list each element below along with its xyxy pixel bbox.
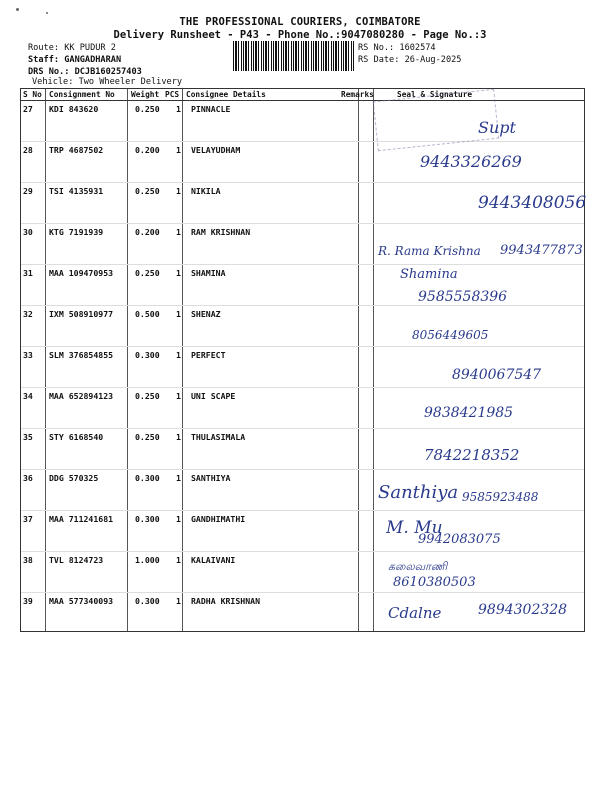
handwritten-phone: 9942083075: [418, 532, 501, 547]
consignee-cell: UNI SCAPE: [191, 391, 236, 401]
consignee-cell: THULASIMALA: [191, 432, 246, 442]
row-divider: [21, 305, 584, 306]
pcs-cell: 1: [176, 186, 181, 196]
vehicle-label: Vehicle: Two Wheeler Delivery: [32, 77, 183, 87]
consignee-cell: SHAMINA: [191, 268, 226, 278]
consignee-cell: RADHA KRISHNAN: [191, 596, 261, 606]
handwritten-signature: கலைவாணி: [388, 560, 448, 573]
handwritten-phone: 8056449605: [412, 328, 489, 342]
row-divider: [21, 346, 584, 347]
col-sno: S No: [23, 90, 42, 99]
weight-cell: 0.300: [135, 350, 160, 360]
consignee-cell: GANDHIMATHI: [191, 514, 246, 524]
handwritten-signature: Shamina: [400, 267, 458, 282]
weight-cell: 0.200: [135, 145, 160, 155]
sno-cell: 35: [23, 432, 33, 442]
row-divider: [21, 182, 584, 183]
pcs-cell: 1: [176, 350, 181, 360]
handwritten-phone: 9894302328: [478, 602, 568, 618]
weight-cell: 0.300: [135, 596, 160, 606]
pcs-cell: 1: [176, 309, 181, 319]
consignee-cell: PINNACLE: [191, 104, 231, 114]
sno-cell: 38: [23, 555, 33, 565]
pcs-cell: 1: [176, 555, 181, 565]
consignee-cell: SANTHIYA: [191, 473, 231, 483]
consignee-cell: RAM KRISHNAN: [191, 227, 251, 237]
pcs-cell: 1: [176, 473, 181, 483]
table-row: [21, 551, 584, 592]
sno-cell: 27: [23, 104, 33, 114]
pcs-cell: 1: [176, 514, 181, 524]
weight-cell: 0.250: [135, 432, 160, 442]
consignment-cell: DDG 570325: [49, 473, 99, 483]
staff-label: Staff: GANGADHARAN: [28, 55, 122, 65]
consignee-cell: PERFECT: [191, 350, 226, 360]
handwritten-phone: 8940067547: [452, 367, 542, 383]
row-divider: [21, 510, 584, 511]
row-divider: [21, 469, 584, 470]
weight-cell: 0.250: [135, 186, 160, 196]
handwritten-signature: Santhiya: [378, 482, 459, 503]
drs-label: DRS No.: DCJB160257403: [28, 67, 142, 77]
consignment-cell: IXM 508910977: [49, 309, 114, 319]
sno-cell: 32: [23, 309, 33, 319]
runsheet-subtitle: Delivery Runsheet - P43 - Phone No.:9047080280 - Page No.:3: [113, 29, 487, 41]
sno-cell: 39: [23, 596, 33, 606]
col-consignee: Consignee Details: [186, 90, 266, 99]
weight-cell: 1.000: [135, 555, 160, 565]
weight-cell: 0.250: [135, 391, 160, 401]
sno-cell: 36: [23, 473, 33, 483]
sno-cell: 28: [23, 145, 33, 155]
barcode: [233, 41, 355, 71]
handwritten-phone: 9443408056: [478, 193, 587, 213]
pcs-cell: 1: [176, 432, 181, 442]
consignment-cell: STY 6168540: [49, 432, 104, 442]
row-divider: [21, 592, 584, 593]
col-remarks: Remarks: [341, 90, 374, 99]
handwritten-signature: Supt: [478, 118, 516, 137]
handwritten-signature: M. Mu: [386, 518, 443, 538]
rs-date: RS Date: 26-Aug-2025: [358, 55, 462, 65]
weight-cell: 0.250: [135, 104, 160, 114]
col-pcs: PCS: [165, 90, 180, 99]
handwritten-phone: 9585558396: [418, 289, 508, 305]
sno-cell: 30: [23, 227, 33, 237]
handwritten-phone: 7842218352: [424, 446, 520, 464]
handwritten-phone: 9943477873: [500, 243, 583, 258]
sno-cell: 31: [23, 268, 33, 278]
handwritten-signature: R. Rama Krishna: [378, 244, 481, 258]
scan-speck: [16, 8, 19, 11]
sno-cell: 29: [23, 186, 33, 196]
consignee-cell: KALAIVANI: [191, 555, 236, 565]
table-row: [21, 305, 584, 346]
rs-number: RS No.: 1602574: [358, 43, 436, 53]
weight-cell: 0.250: [135, 268, 160, 278]
consignment-cell: TVL 8124723: [49, 555, 104, 565]
sno-cell: 34: [23, 391, 33, 401]
handwritten-signature: Cdalne: [388, 604, 442, 622]
pcs-cell: 1: [176, 268, 181, 278]
weight-cell: 0.500: [135, 309, 160, 319]
consignee-cell: SHENAZ: [191, 309, 221, 319]
company-title: THE PROFESSIONAL COURIERS, COIMBATORE: [179, 16, 421, 28]
row-divider: [21, 264, 584, 265]
consignment-cell: SLM 376854855: [49, 350, 114, 360]
handwritten-phone: 8610380503: [393, 575, 476, 590]
handwritten-phone: 9443326269: [420, 152, 522, 171]
handwritten-phone: 9585923488: [462, 490, 539, 504]
consignee-cell: VELAYUDHAM: [191, 145, 241, 155]
col-seal: Seal & Signature: [397, 90, 473, 99]
weight-cell: 0.200: [135, 227, 160, 237]
consignment-cell: TRP 4687502: [49, 145, 104, 155]
row-divider: [21, 141, 584, 142]
pcs-cell: 1: [176, 104, 181, 114]
col-weight: Weight: [131, 90, 160, 99]
consignment-cell: MAA 109470953: [49, 268, 114, 278]
sno-cell: 33: [23, 350, 33, 360]
consignment-cell: KDI 843620: [49, 104, 99, 114]
consignment-cell: MAA 577340093: [49, 596, 114, 606]
route-label: Route: KK PUDUR 2: [28, 43, 116, 53]
row-divider: [21, 551, 584, 552]
consignment-cell: KTG 7191939: [49, 227, 104, 237]
pcs-cell: 1: [176, 391, 181, 401]
pcs-cell: 1: [176, 145, 181, 155]
scan-speck: [46, 12, 48, 14]
handwritten-phone: 9838421985: [424, 405, 514, 421]
row-divider: [21, 428, 584, 429]
sno-cell: 37: [23, 514, 33, 524]
row-divider: [21, 223, 584, 224]
pcs-cell: 1: [176, 596, 181, 606]
col-consignment: Consignment No: [49, 90, 115, 99]
consignment-cell: MAA 711241681: [49, 514, 114, 524]
row-divider: [21, 387, 584, 388]
weight-cell: 0.300: [135, 473, 160, 483]
weight-cell: 0.300: [135, 514, 160, 524]
pcs-cell: 1: [176, 227, 181, 237]
consignment-cell: TSI 4135931: [49, 186, 104, 196]
consignment-cell: MAA 652894123: [49, 391, 114, 401]
consignee-cell: NIKILA: [191, 186, 221, 196]
